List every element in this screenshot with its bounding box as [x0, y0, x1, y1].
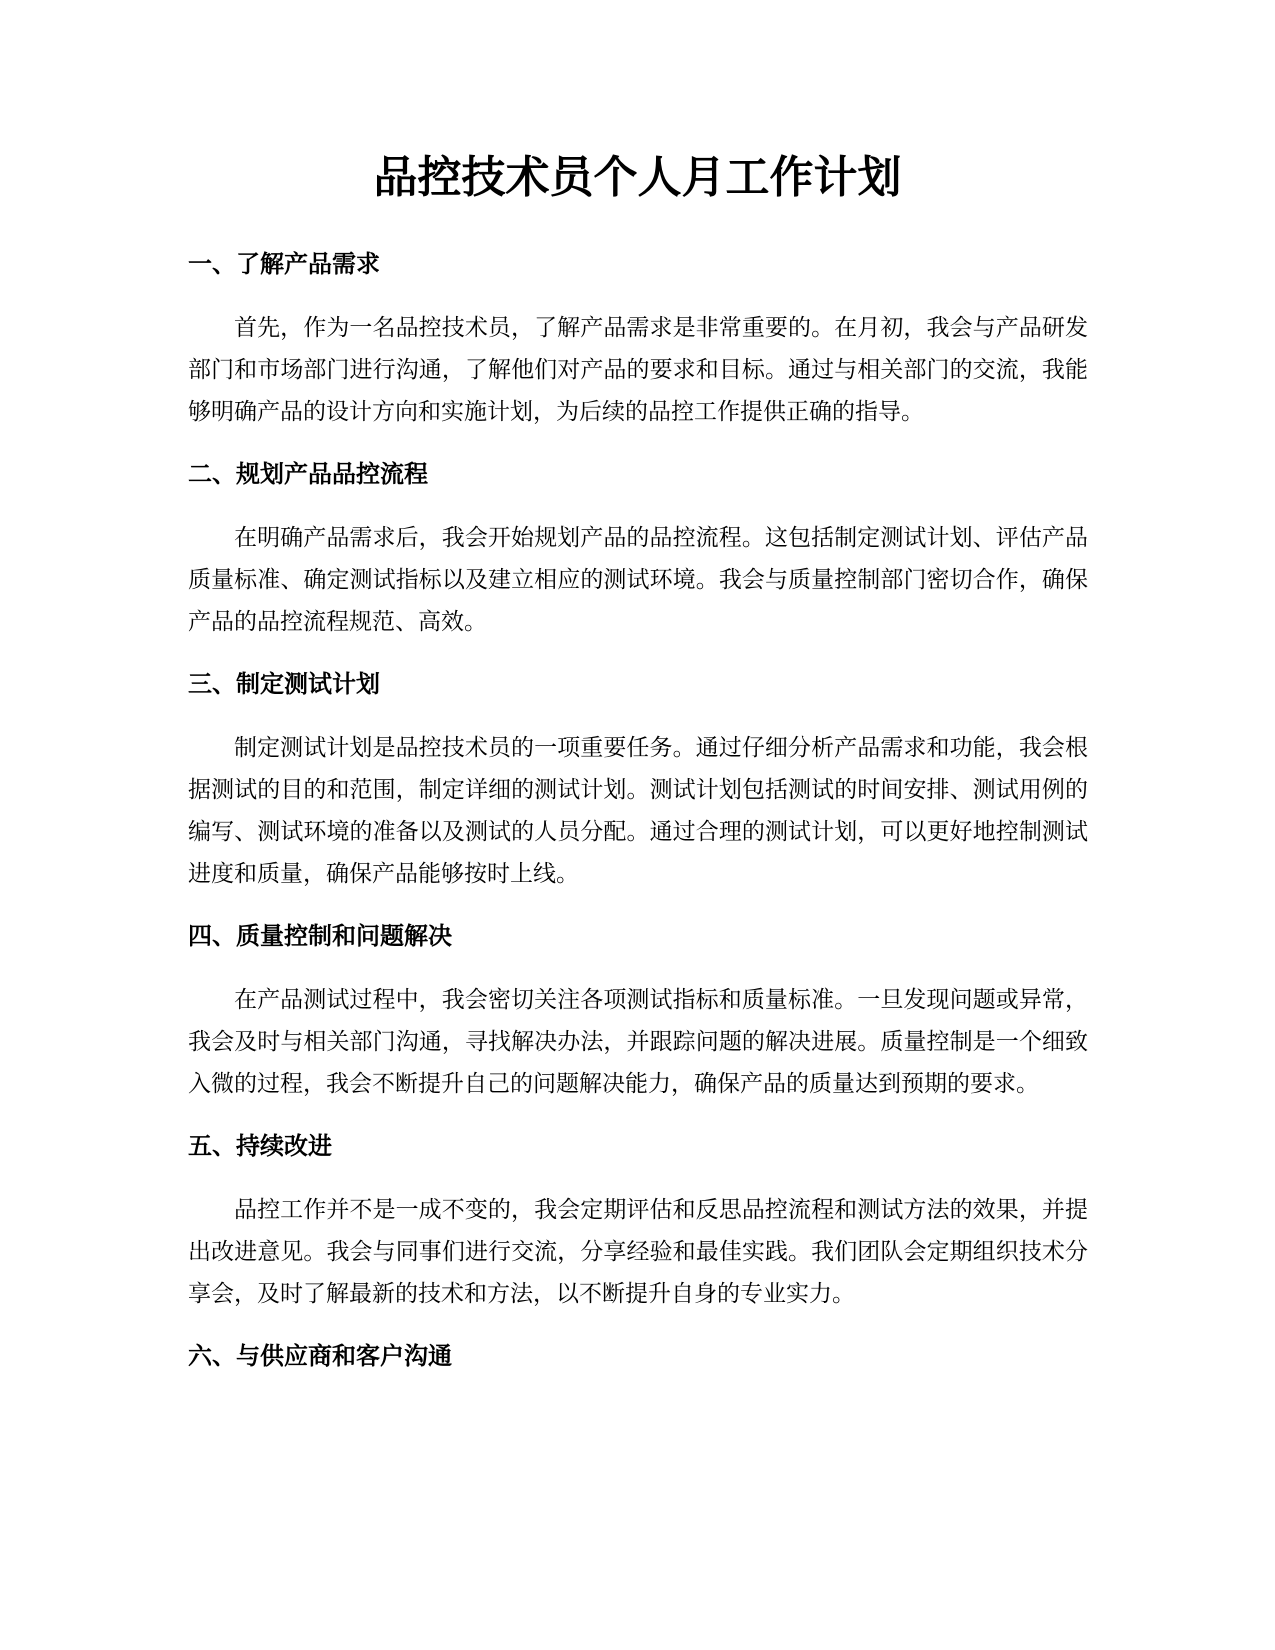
section-body-5: 品控工作并不是一成不变的，我会定期评估和反思品控流程和测试方法的效果，并提出改进意见。我会与同事们进行交流，分享经验和最佳实践。我们团队会定期组织技术分享会，及时了解最新的技术和方法，以不断提升自身的专业实力。 [188, 1197, 1088, 1307]
section-heading-2: 二、规划产品品控流程 [188, 460, 428, 488]
section-heading-6: 六、与供应商和客户沟通 [188, 1342, 452, 1370]
section-heading-1: 一、了解产品需求 [188, 250, 380, 278]
section-heading-3: 三、制定测试计划 [188, 670, 380, 698]
section-body-2: 在明确产品需求后，我会开始规划产品的品控流程。这包括制定测试计划、评估产品质量标准、确定测试指标以及建立相应的测试环境。我会与质量控制部门密切合作，确保产品的品控流程规范、高效。 [188, 525, 1088, 635]
section-heading-5: 五、持续改进 [188, 1132, 332, 1160]
section-body-4: 在产品测试过程中，我会密切关注各项测试指标和质量标准。一旦发现问题或异常，我会及时与相关部门沟通，寻找解决办法，并跟踪问题的解决进展。质量控制是一个细致入微的过程，我会不断提升自己的问题解决能力，确保产品的质量达到预期的要求。 [188, 987, 1088, 1097]
section-body-3: 制定测试计划是品控技术员的一项重要任务。通过仔细分析产品需求和功能，我会根据测试的目的和范围，制定详细的测试计划。测试计划包括测试的时间安排、测试用例的编写、测试环境的准备以及测试的人员分配。通过合理的测试计划，可以更好地控制测试进度和质量，确保产品能够按时上线。 [188, 735, 1088, 887]
document-content [188, 247, 1088, 1399]
section-body-1: 首先，作为一名品控技术员，了解产品需求是非常重要的。在月初，我会与产品研发部门和市场部门进行沟通，了解他们对产品的要求和目标。通过与相关部门的交流，我能够明确产品的设计方向和实施计划，为后续的品控工作提供正确的指导。 [188, 315, 1088, 425]
section-heading-4: 四、质量控制和问题解决 [188, 922, 452, 950]
document-title: 品控技术员个人月工作计划 [373, 152, 902, 203]
